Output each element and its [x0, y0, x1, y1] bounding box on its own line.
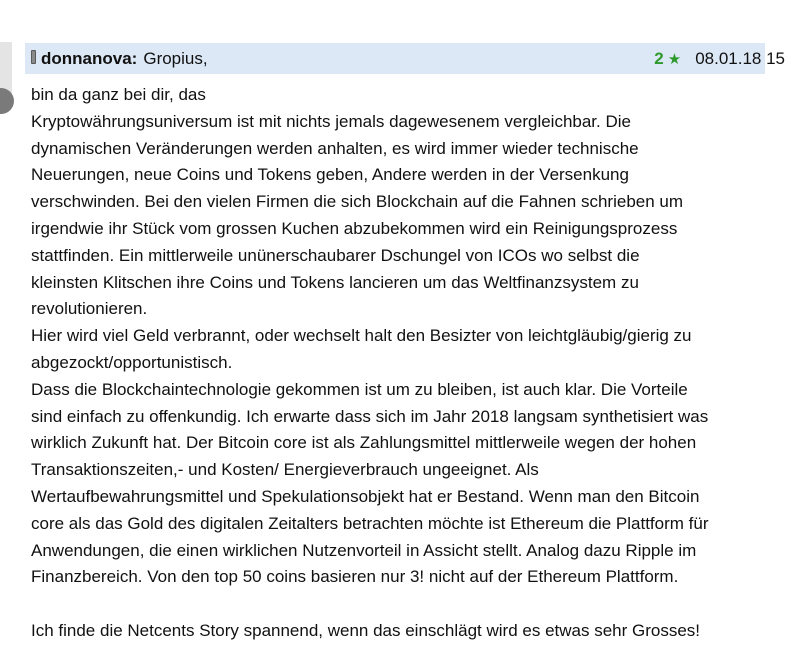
post-header — [25, 43, 785, 74]
post-text: bin da ganz bei dir, das Kryptowährungsuniversum ist mit nichts jemals dagewesenem vergleichbar. Die dynamischen Veränderungen werden anhalten, es wird immer wieder technische Neuerungen, neue Coins und Tokens geben, Andere werden in der Versenkung verschwinden. Bei den vielen Firmen die sich Blockchain auf die Fahnen schrieben um irgendwie ihr Stück vom grossen Kuchen abzubekommen wird ein Reinigungsprozess stattfinden. Ein mittlerweile unünerschaubarer Dschungel von ICOs wo selbst die kleinsten Klitschen ihre Coins und Tokens lancieren um das Weltfinanzsystem zu revolutionieren. Hier wird viel Geld verbrannt, oder wechselt halt den Besizter von leichtgläubig/gierig zu abgezockt/opportunistisch. Dass die Blockchaintechnologie gekommen ist um zu bleiben, ist auch klar. Die Vorteile sind einfach zu offenkundig. Ich erwarte dass sich im Jahr 2018 langsam synthetisiert was wirklich Zukunft hat. Der Bitcoin core ist als Zahlungsmittel mittlerweile wegen der hohen Transaktionszeiten,- und Kosten/ Energieverbrauch ungeeignet. Als Wertaufbewahrungsmittel und Spekulationsobjekt hat er Bestand. Wenn man den Bitcoin core als das Gold des digitalen Zeitalters betrachten möchte ist Ethereum die Plattform für Anwendungen, die einen wirklichen Nutzenvorteil in Assicht stellt. Analog dazu Ripple im Finanzbereich. Von den top 50 coins basieren nur 3! nicht auf der Ethereum Plattform. Ich finde die Netcents Story spannend, wenn das einschlägt wird es etwas sehr Grosses! — [31, 85, 709, 640]
post-body — [31, 82, 765, 645]
rating-count[interactable]: 2 — [654, 48, 664, 68]
post-date: 08.01.18 15 — [695, 48, 785, 68]
star-icon[interactable]: ★ — [667, 50, 682, 68]
post-author[interactable]: donnanova: — [41, 48, 138, 68]
user-status-icon — [31, 50, 36, 64]
post-subject[interactable]: Gropius, — [143, 48, 208, 68]
